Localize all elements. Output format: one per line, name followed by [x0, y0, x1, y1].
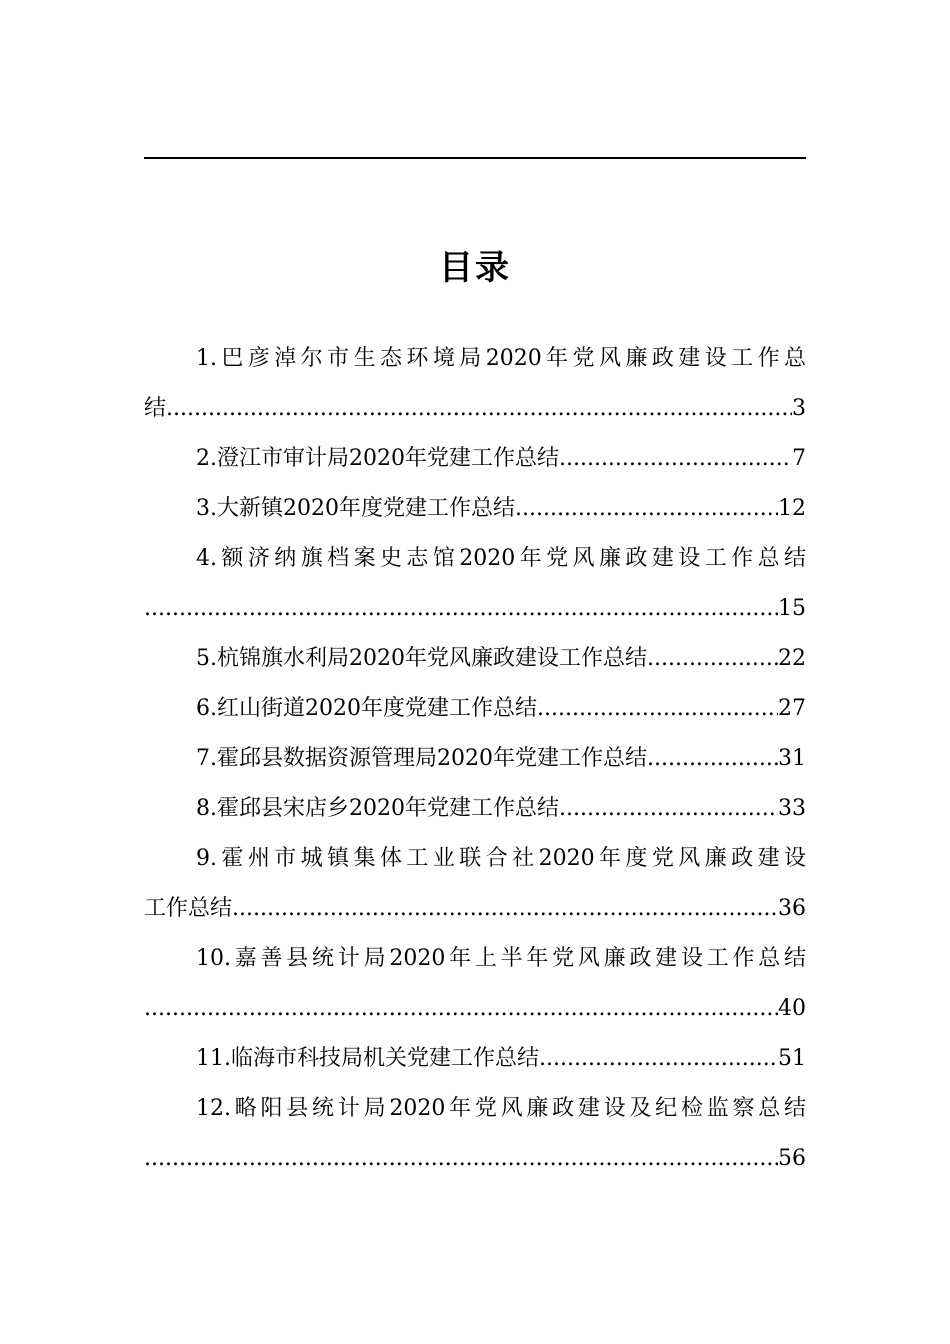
- toc-entry-10-page: 40: [778, 996, 806, 1021]
- header-rule: [144, 157, 806, 159]
- toc-entry-12-first-line[interactable]: 12.略阳县统计局2020年党风廉政建设及纪检监察总结: [196, 1096, 806, 1121]
- dot-leader: [539, 1034, 778, 1084]
- toc-entry-6-page: 27: [778, 696, 806, 721]
- dot-leader: [647, 734, 778, 784]
- dot-leader: [515, 484, 778, 534]
- toc-entry-3-text: 3.大新镇2020年度党建工作总结: [196, 496, 515, 521]
- toc-entry-7-page: 31: [778, 746, 806, 771]
- toc-entry-2-page: 7: [792, 446, 806, 471]
- toc-entry-10-leader-line[interactable]: [144, 984, 806, 1034]
- dot-leader: [144, 984, 778, 1034]
- toc-entry-8-text: 8.霍邱县宋店乡2020年党建工作总结: [196, 796, 559, 821]
- toc-entry-11[interactable]: [144, 1034, 806, 1084]
- toc-entry-9-first-line[interactable]: 9.霍州市城镇集体工业联合社2020年度党风廉政建设: [196, 846, 806, 871]
- table-of-contents: [144, 334, 806, 1184]
- dot-leader: [232, 884, 778, 934]
- dot-leader: [166, 384, 792, 434]
- toc-entry-12-leader-line[interactable]: [144, 1134, 806, 1184]
- toc-entry-7[interactable]: [144, 734, 806, 784]
- toc-entry-10-first-line[interactable]: 10.嘉善县统计局2020年上半年党风廉政建设工作总结: [196, 946, 806, 971]
- toc-entry-3[interactable]: [144, 484, 806, 534]
- dot-leader: [559, 434, 792, 484]
- toc-entry-5-text: 5.杭锦旗水利局2020年党风廉政建设工作总结: [196, 646, 647, 671]
- toc-entry-1-first-line[interactable]: 1.巴彦淖尔市生态环境局2020年党风廉政建设工作总: [196, 346, 806, 371]
- toc-entry-8-page: 33: [778, 796, 806, 821]
- toc-entry-9-page: 36: [778, 896, 806, 921]
- dot-leader: [647, 634, 778, 684]
- toc-entry-1-leader-line[interactable]: [144, 384, 806, 434]
- toc-entry-4-first-line[interactable]: 4.额济纳旗档案史志馆2020年党风廉政建设工作总结: [196, 546, 806, 571]
- toc-entry-5[interactable]: [144, 634, 806, 684]
- toc-entry-7-text: 7.霍邱县数据资源管理局2020年党建工作总结: [196, 746, 647, 771]
- dot-leader: [559, 784, 778, 834]
- toc-entry-1-page: 3: [792, 396, 806, 421]
- page-title: 目录: [439, 248, 511, 288]
- toc-entry-5-page: 22: [778, 646, 806, 671]
- toc-entry-1-text: 结: [144, 396, 167, 421]
- toc-entry-11-text: 11.临海市科技局机关党建工作总结: [196, 1046, 539, 1071]
- toc-entry-2-text: 2.澄江市审计局2020年党建工作总结: [196, 446, 559, 471]
- toc-entry-4-leader-line[interactable]: [144, 584, 806, 634]
- toc-entry-3-page: 12: [778, 496, 806, 521]
- toc-entry-8[interactable]: [144, 784, 806, 834]
- dot-leader: [144, 584, 778, 634]
- toc-entry-12-page: 56: [778, 1146, 806, 1171]
- toc-entry-6-text: 6.红山街道2020年度党建工作总结: [196, 696, 537, 721]
- toc-entry-9-leader-line[interactable]: [144, 884, 806, 934]
- toc-entry-2[interactable]: [144, 434, 806, 484]
- toc-entry-4-page: 15: [778, 596, 806, 621]
- toc-entry-11-page: 51: [778, 1046, 806, 1071]
- toc-entry-9-text: 工作总结: [144, 896, 233, 921]
- toc-entry-6[interactable]: [144, 684, 806, 734]
- dot-leader: [144, 1134, 778, 1184]
- dot-leader: [537, 684, 778, 734]
